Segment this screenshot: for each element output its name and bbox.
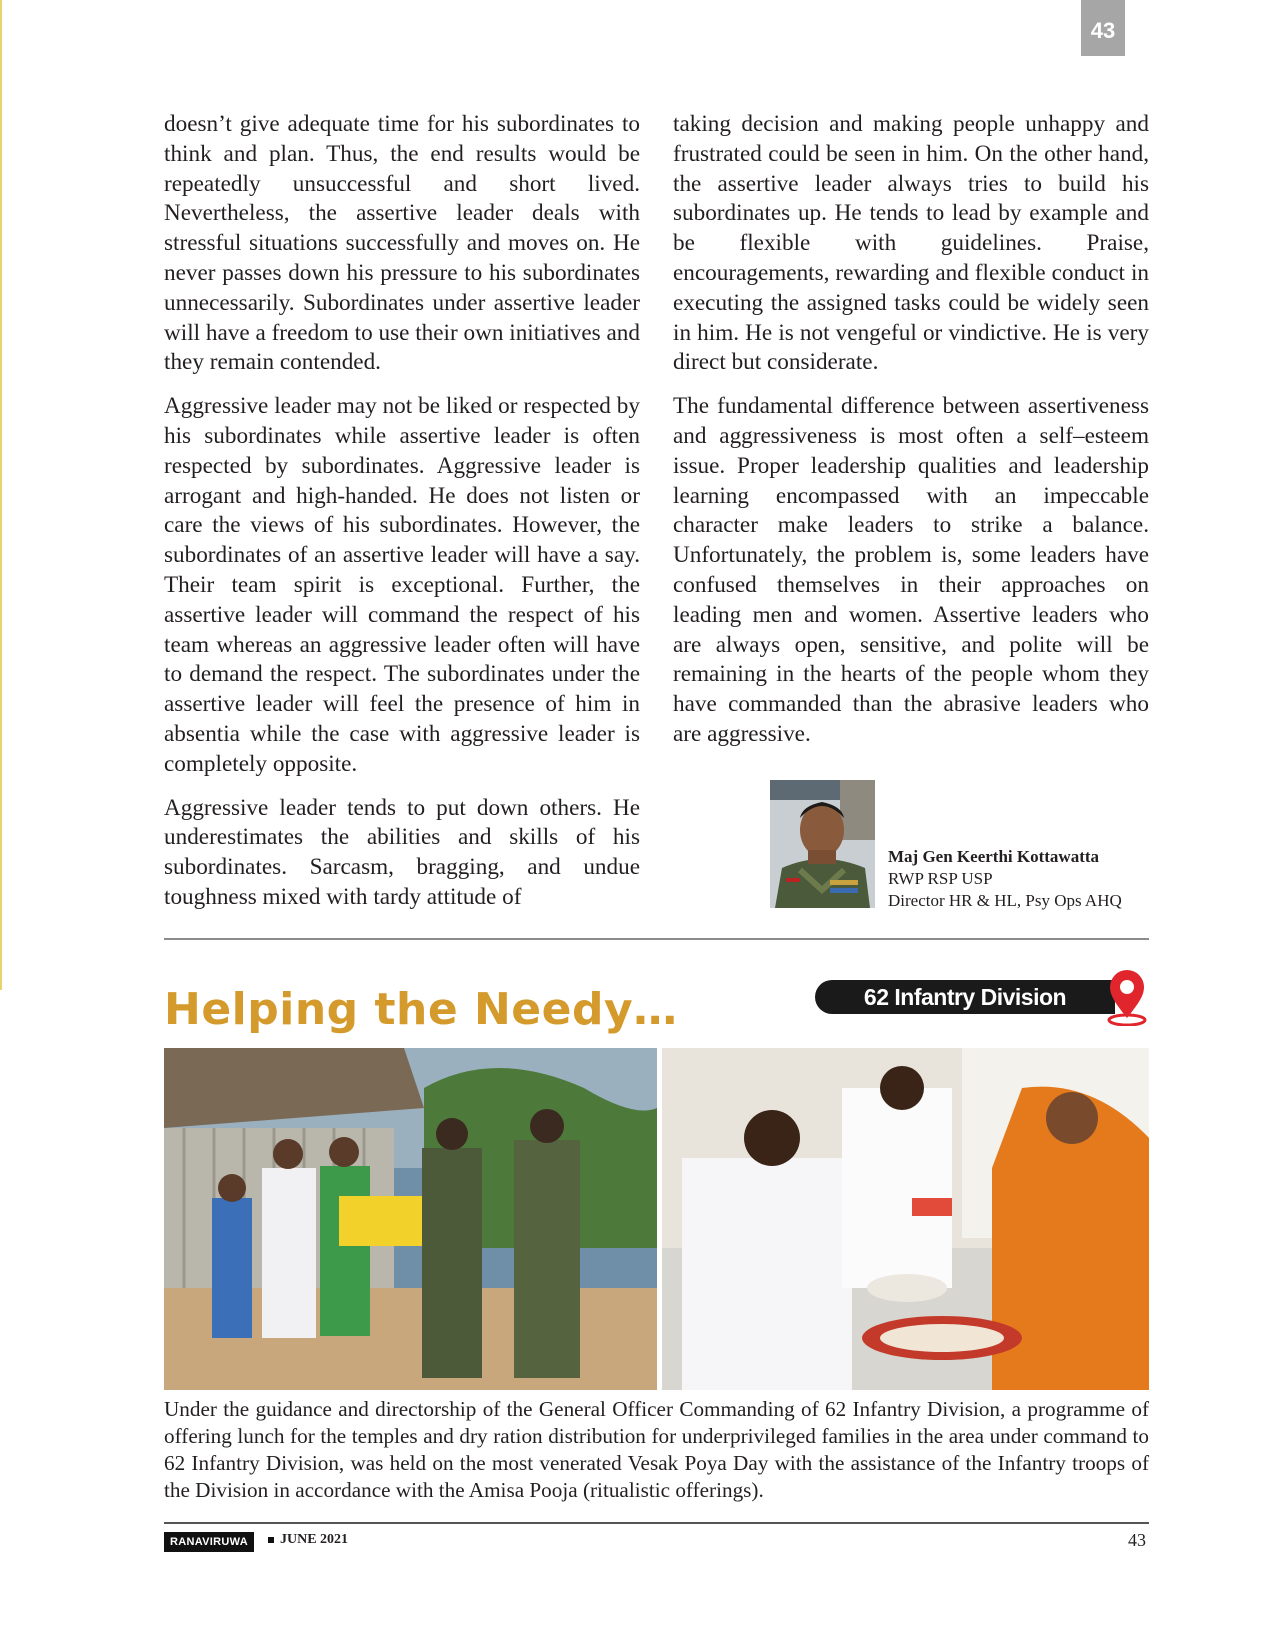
footer-brand: RANAVIRUWA: [164, 1532, 254, 1552]
article-left-column: [164, 110, 640, 927]
page-number-tab: 43: [1081, 0, 1125, 56]
left-paragraph-3: Aggressive leader tends to put down others. He underestimates the abilities and skills of his subordinates. Sarcasm, bragging, and undue toughness mixed with tardy attitude of: [164, 794, 640, 910]
bullet-square-icon: [268, 1537, 274, 1543]
author-position: Director HR & HL, Psy Ops AHQ: [888, 891, 1122, 910]
right-paragraph-1: taking decision and making people unhappy and frustrated could be seen in him. On the other hand, the assertive leader always tries to build his subordinates up. He tends to lead by example and be flexible with guidelines. Praise, encouragements, rewarding and flexible conduct in executing the assigned tasks could be widely seen in him. He is not vengeful or vindictive. He is very direct but considerate.: [673, 111, 1149, 376]
footer-page-number: 43: [1128, 1530, 1146, 1550]
author-block: [770, 780, 1170, 908]
right-paragraph-2: The fundamental difference between assertiveness and aggressiveness is most often a self–esteem issue. Proper leadership qualities and leadership learning encompassed with an impeccable character make leaders to strike a balance. Unfortunately, the problem is, some leaders have confused themselves in their approaches on leading men and women. Assertive leaders who are always open, sensitive, and polite will be remaining in the hearts of the people whom they have commanded than the abrasive leaders who are aggressive.: [673, 393, 1149, 747]
feature-title: Helping the Needy…: [164, 984, 678, 1035]
footer-issue-date: [268, 1532, 348, 1548]
left-paragraph-2: Aggressive leader may not be liked or respected by his subordinates while assertive leader is often respected by subordinates. Aggressive leader is arrogant and high-handed. He does not listen or care the views of his subordinates. However, the subordinates of an assertive leader will have a say. Their team spirit is exceptional. Further, the assertive leader will command the respect of his team whereas an aggressive leader often will have to demand the respect. The subordinates under the assertive leader will feel the presence of him in absentia while the case with aggressive leader is completely opposite.: [164, 393, 640, 777]
feature-caption: Under the guidance and directorship of the General Officer Commanding of 62 Infantry Division, a programme of offering lunch for the temples and dry ration distribution for underprivileged families in the area under command to 62 Infantry Division, was held on the most venerated Vesak Poya Day with the assistance of the Infantry troops of the Division in accordance with the Amisa Pooja (ritualistic offerings).: [164, 1397, 1149, 1502]
section-divider: [164, 938, 1149, 940]
footer-divider: [164, 1522, 1149, 1524]
map-pin-icon: [1102, 968, 1152, 1026]
author-portrait: [770, 780, 875, 908]
author-name: Maj Gen Keerthi Kottawatta: [888, 847, 1100, 866]
page-edge-line: [0, 0, 2, 990]
photo-dry-ration-distribution: [164, 1048, 657, 1390]
author-credit: [888, 846, 1122, 912]
left-paragraph-1: doesn’t give adequate time for his subordinates to think and plan. Thus, the end results would be repeatedly unsuccessful and short lived. Nevertheless, the assertive leader deals with stressful situations successfully and moves on. He never passes down his pressure to his subordinates unnecessarily. Subordinates under assertive leader will have a freedom to use their own initiatives and they remain contended.: [164, 111, 640, 376]
photo-temple-lunch-offering: [662, 1048, 1149, 1390]
author-honours: RWP RSP USP: [888, 869, 993, 888]
issue-date-text: JUNE 2021: [280, 1532, 349, 1547]
article-right-column: [673, 110, 1149, 764]
division-badge: 62 Infantry Division: [815, 980, 1115, 1014]
